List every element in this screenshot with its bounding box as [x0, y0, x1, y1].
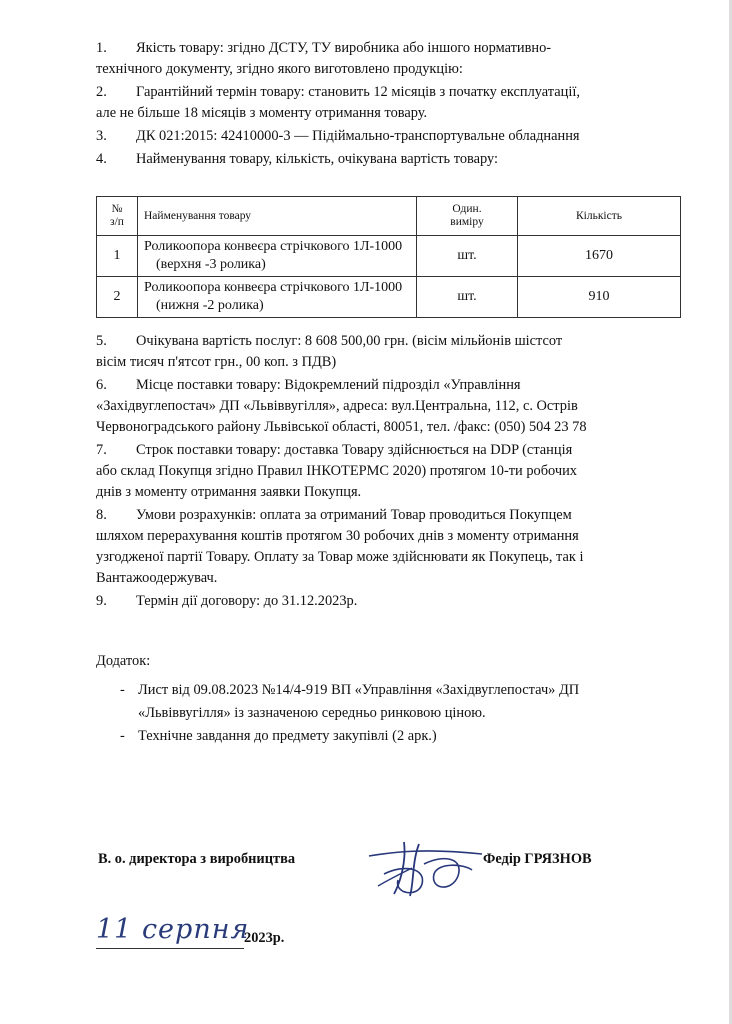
col-header-unit: Один. виміру	[417, 197, 518, 236]
row-number: 1	[97, 236, 138, 277]
list-item-line	[96, 38, 682, 59]
list-item-line	[96, 396, 682, 417]
list-item-text: Вантажоодержувач.	[96, 570, 218, 586]
list-item-line	[96, 352, 682, 373]
list-item-line	[96, 103, 682, 124]
list-item-text: Гарантійний термін товару: становить 12 місяців з початку експлуатації,	[136, 84, 580, 100]
bullet-dash: -	[120, 682, 125, 698]
list-item-line	[96, 568, 682, 589]
table-row	[97, 277, 681, 318]
table-row	[97, 236, 681, 277]
handwritten-signature-icon	[364, 834, 494, 902]
list-item-text: Умови розрахунків: оплата за отриманий Товар проводиться Покупцем	[136, 507, 572, 523]
list-item-line	[96, 126, 682, 147]
list-item	[96, 126, 682, 147]
list-item-number: 9.	[96, 593, 107, 609]
list-item-number: 3.	[96, 128, 107, 144]
row-unit: шт.	[417, 277, 518, 318]
date-year: 2023р.	[244, 930, 285, 946]
list-item-text: Найменування товару, кількість, очікувана вартість товару:	[136, 151, 499, 167]
list-item-number: 4.	[96, 151, 107, 167]
goods-table	[96, 196, 681, 318]
list-item-number: 1.	[96, 40, 107, 56]
list-item-line	[96, 505, 682, 526]
list-item-text: Термін дії договору: до 31.12.2023р.	[136, 593, 358, 609]
list-item-text: або склад Покупця згідно Правил ІНКОТЕРМС 2020) протягом 10-ти робочих	[96, 463, 578, 479]
list-item-text: технічного документу, згідно якого виготовлено продукцію:	[96, 61, 463, 77]
list-item-line	[96, 375, 682, 396]
list-item-line	[96, 82, 682, 103]
list-item-line	[96, 526, 682, 547]
handwritten-date: 11 серпня	[96, 914, 250, 945]
list-item-text: вісім тисяч п'ятсот грн., 00 коп. з ПДВ)	[96, 354, 337, 370]
list-item-text: Місце поставки товару: Відокремлений підрозділ «Управління	[136, 377, 521, 393]
row-number: 2	[97, 277, 138, 318]
row-quantity: 1670	[518, 236, 681, 277]
row-quantity: 910	[518, 277, 681, 318]
list-item-number: 8.	[96, 507, 107, 523]
list-item	[96, 331, 682, 373]
signatory-name: Федір ГРЯЗНОВ	[483, 851, 592, 867]
list-item-text: узгодженої партії Товару. Оплату за Товар може здійснювати як Покупець, так і	[96, 549, 584, 565]
list-item-text: «Західвуглепостач» ДП «Львіввугілля», адреса: вул.Центральна, 112, с. Острів	[96, 398, 578, 414]
appendix-line: Технічне завдання до предмету закупівлі (2 арк.)	[138, 728, 437, 744]
col-header-number: № з/п	[97, 197, 138, 236]
list-item-text: Строк поставки товару: доставка Товару здійснюється на DDP (станція	[136, 442, 573, 458]
list-item-number: 5.	[96, 333, 107, 349]
list-item-line	[96, 461, 682, 482]
list-item-text: шляхом перерахування коштів протягом 30 робочих днів з моменту отримання	[96, 528, 579, 544]
list-item-text: днів з моменту отримання заявки Покупця.	[96, 484, 362, 500]
list-item	[96, 82, 682, 124]
list-item-line	[96, 331, 682, 352]
appendix-line: Лист від 09.08.2023 №14/4-919 ВП «Управління «Західвуглепостач» ДП	[138, 682, 580, 698]
list-item	[96, 375, 682, 438]
list-item-line	[96, 547, 682, 568]
appendix-title: Додаток:	[96, 653, 151, 669]
list-item-text: Якість товару: згідно ДСТУ, ТУ виробника або іншого нормативно-	[136, 40, 552, 56]
col-header-quantity: Кількість	[518, 197, 681, 236]
bullet-dash: -	[120, 728, 125, 744]
list-item-number: 7.	[96, 442, 107, 458]
list-item-number: 6.	[96, 377, 107, 393]
row-item-name: Роликоопора конвеєра стрічкового 1Л-1000 (верхня -3 ролика)	[138, 236, 417, 277]
list-item-text: Червоноградського району Львівської області, 80051, тел. /факс: (050) 504 23 78	[96, 419, 587, 435]
list-item	[96, 38, 682, 80]
appendix-item	[96, 679, 686, 725]
list-item-text: але не більше 18 місяців з моменту отримання товару.	[96, 105, 428, 121]
row-item-name: Роликоопора конвеєра стрічкового 1Л-1000 (нижня -2 ролика)	[138, 277, 417, 318]
list-item-line	[96, 417, 682, 438]
appendix-section	[96, 650, 686, 742]
list-item-text: ДК 021:2015: 42410000-3 — Підіймально-транспортувальне обладнання	[136, 128, 580, 144]
signatory-position: В. о. директора з виробництва	[98, 851, 296, 867]
list-item-number: 2.	[96, 84, 107, 100]
list-item	[96, 440, 682, 503]
date-underline	[96, 948, 244, 949]
table-header-row	[97, 197, 681, 236]
list-item	[96, 149, 682, 170]
list-item-line	[96, 440, 682, 461]
col-header-name: Найменування товару	[138, 197, 417, 236]
list-item-line	[96, 482, 682, 503]
list-item-line	[96, 591, 682, 612]
appendix-line: «Львіввугілля» із зазначеною середньо ринковою ціною.	[138, 705, 486, 721]
row-unit: шт.	[417, 236, 518, 277]
list-item	[96, 591, 682, 612]
list-item-line	[96, 149, 682, 170]
appendix-item	[96, 725, 686, 748]
list-item-line	[96, 59, 682, 80]
list-item-text: Очікувана вартість послуг: 8 608 500,00 грн. (вісім мільйонів шістсот	[136, 333, 563, 349]
list-item	[96, 505, 682, 589]
